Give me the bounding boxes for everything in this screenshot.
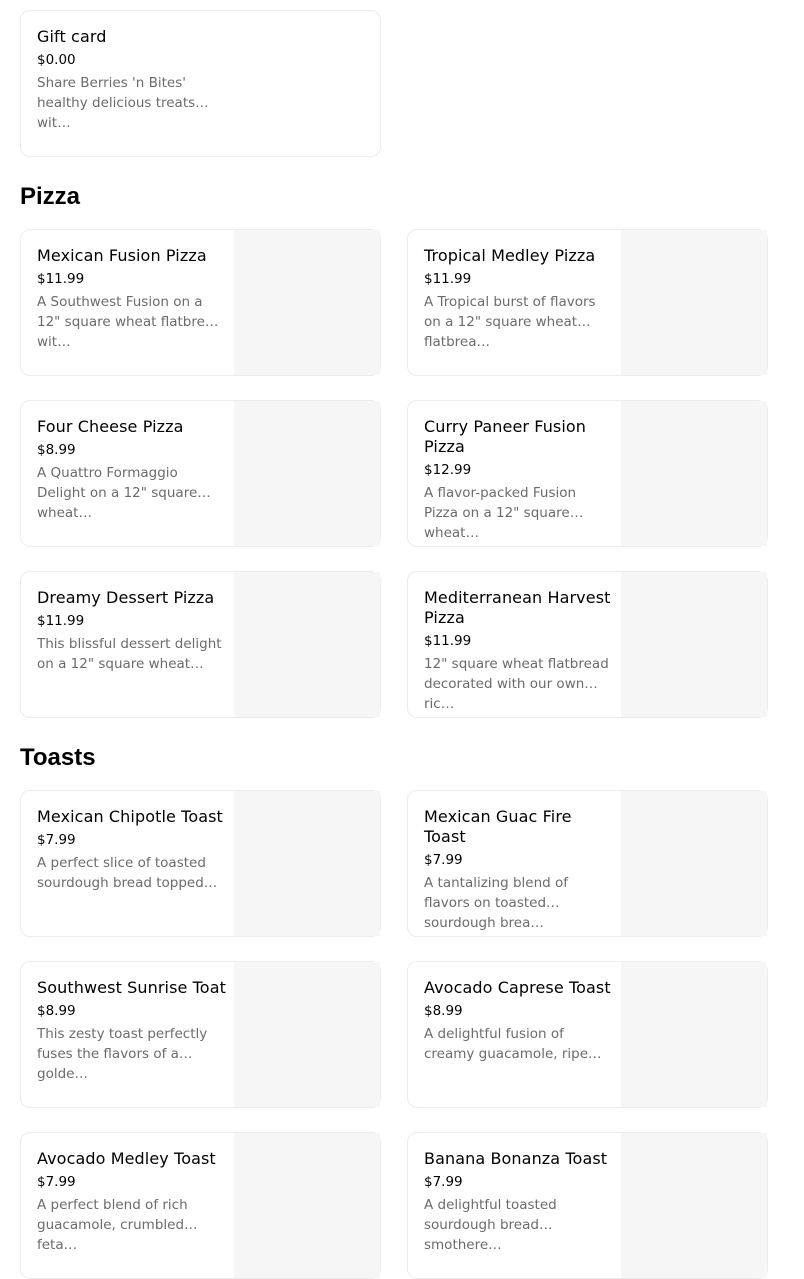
menu-item-text (424, 588, 614, 712)
item-image-placeholder (234, 401, 380, 546)
item-description: A Quattro Formaggio Delight on a 12" square wheat… (37, 465, 198, 521)
menu-item-card[interactable] (20, 229, 381, 376)
item-description: A perfect slice of toasted sourdough bread topped… (37, 855, 218, 891)
item-image-placeholder (621, 962, 767, 1107)
item-image-placeholder (234, 572, 380, 717)
menu-item-card[interactable] (407, 790, 768, 937)
item-price: $8.99 (37, 442, 76, 458)
menu-item-card[interactable] (407, 1132, 768, 1279)
menu-item-text (37, 588, 227, 674)
menu-item-card[interactable] (20, 400, 381, 547)
item-description: This zesty toast perfectly fuses the flavors of a golde… (37, 1026, 208, 1082)
item-price: $7.99 (37, 1174, 76, 1190)
menu-item-text (424, 417, 614, 541)
item-name: Dreamy Dessert Pizza (37, 588, 215, 607)
menu-item-card[interactable] (20, 571, 381, 718)
item-name: Southwest Sunrise Toat (37, 978, 226, 997)
item-name: Curry Paneer Fusion Pizza (424, 417, 587, 456)
menu-item-card[interactable] (20, 790, 381, 937)
menu-item-text (424, 807, 614, 931)
item-name: Mexican Fusion Pizza (37, 246, 207, 265)
item-price: $8.99 (424, 1003, 463, 1019)
item-description: A delightful fusion of creamy guacamole, ripe… (424, 1026, 602, 1062)
item-description: A Tropical burst of flavors on a 12" square wheat flatbrea… (424, 294, 596, 350)
item-description: A Southwest Fusion on a 12" square wheat flatbread wit… (37, 294, 222, 350)
item-price: $8.99 (37, 1003, 76, 1019)
item-price: $11.99 (424, 271, 472, 287)
item-name: Mediterranean Harvest Pizza (424, 588, 611, 627)
item-description: 12" square wheat flatbread decorated with our own ric… (424, 656, 609, 712)
item-description: A flavor-packed Fusion Pizza on a 12" square wheat… (424, 485, 577, 541)
item-image-placeholder (621, 1133, 767, 1278)
item-image-placeholder (234, 962, 380, 1107)
section-title-pizza: Pizza (20, 183, 81, 210)
menu-item-card[interactable] (407, 400, 768, 547)
item-image-placeholder (234, 791, 380, 936)
menu-item-card[interactable] (407, 571, 768, 718)
item-name: Tropical Medley Pizza (424, 246, 596, 265)
menu-item-text (424, 246, 614, 350)
menu-item-text (37, 246, 227, 350)
item-name: Avocado Medley Toast (37, 1149, 216, 1168)
menu-item-text (37, 807, 227, 893)
item-name: Banana Bonanza Toast (424, 1149, 608, 1168)
item-image-placeholder (234, 230, 380, 375)
item-price: $11.99 (424, 633, 472, 649)
item-image-placeholder (621, 791, 767, 936)
menu-item-text (37, 27, 227, 131)
item-price: $7.99 (37, 832, 76, 848)
menu-item-text (37, 417, 227, 521)
item-name: Four Cheese Pizza (37, 417, 184, 436)
item-price: $7.99 (424, 1174, 463, 1190)
item-name: Gift card (37, 27, 107, 46)
item-price: $11.99 (37, 271, 85, 287)
menu-item-card[interactable] (407, 961, 768, 1108)
item-name: Mexican Guac Fire Toast (424, 807, 572, 846)
item-name: Mexican Chipotle Toast (37, 807, 223, 826)
menu-item-text (424, 978, 614, 1064)
item-description: A delightful toasted sourdough bread smothere… (424, 1197, 557, 1253)
item-image-placeholder (621, 401, 767, 546)
menu-item-card[interactable] (20, 961, 381, 1108)
item-image-placeholder (621, 230, 767, 375)
item-description: A perfect blend of rich guacamole, crumbled feta… (37, 1197, 188, 1253)
item-image-placeholder (621, 572, 767, 717)
section-title-toasts: Toasts (20, 744, 96, 771)
item-price: $0.00 (37, 52, 76, 68)
item-price: $7.99 (424, 852, 463, 868)
item-price: $11.99 (37, 613, 85, 629)
item-description: A tantalizing blend of flavors on toasted sourdough brea… (424, 875, 569, 931)
menu-item-card[interactable] (407, 229, 768, 376)
item-description: This blissful dessert delight on a 12" square wheat… (37, 636, 222, 672)
item-description: Share Berries 'n Bites' healthy delicious treats wit… (37, 75, 196, 131)
menu-item-text (424, 1149, 614, 1253)
item-image-placeholder (234, 1133, 380, 1278)
item-name: Avocado Caprese Toast (424, 978, 611, 997)
menu-item-card[interactable] (20, 1132, 381, 1279)
menu-item-card[interactable] (20, 10, 381, 157)
item-price: $12.99 (424, 462, 472, 478)
menu-item-text (37, 1149, 227, 1253)
menu-item-text (37, 978, 227, 1082)
